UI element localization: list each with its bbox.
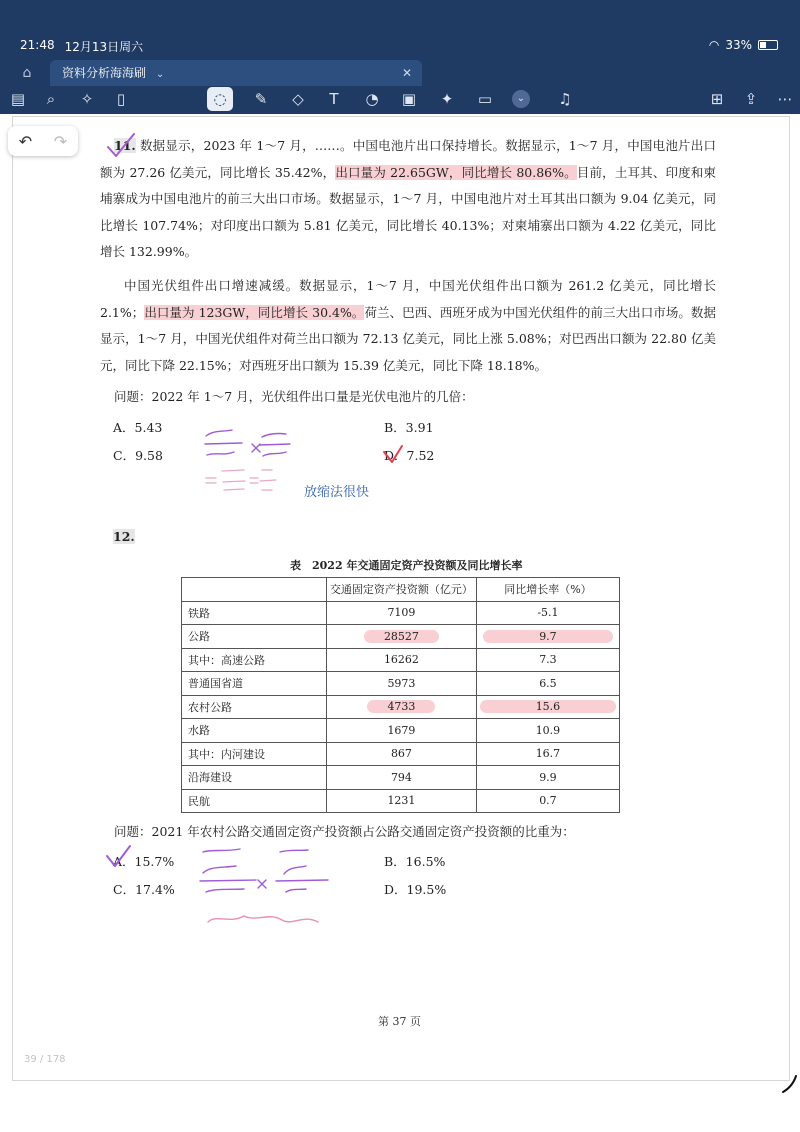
- undo-icon[interactable]: ↶: [18, 131, 33, 151]
- app-chrome: [0, 0, 800, 114]
- q11-number: 11.: [114, 138, 136, 153]
- header-growth: 同比增长率（%）: [476, 578, 619, 602]
- investment-table: [181, 577, 620, 813]
- status-indicators: [709, 38, 778, 52]
- row-value-cell: [327, 695, 477, 719]
- header-category: [182, 578, 327, 602]
- q11-p1-text-a: 数据显示，2023 年 1～7 月，……。中国电池片出口保持增长。数据显示，1～7 月，中国电池片出口额为 27.26 亿美元，同比增长 35.42%，: [100, 138, 716, 180]
- note-icon[interactable]: ▭: [477, 90, 493, 108]
- undo-redo: [8, 126, 78, 156]
- row-value: 16262: [327, 648, 477, 672]
- row-value: 1679: [327, 719, 477, 743]
- status-bar: [20, 38, 143, 55]
- status-time: 21:48: [20, 38, 55, 52]
- row-name: 普通国省道: [182, 672, 327, 696]
- q11-question: [100, 384, 716, 411]
- add-page-icon[interactable]: ⊞: [710, 90, 724, 108]
- table-row: [182, 719, 620, 743]
- row-value: 867: [327, 742, 477, 766]
- q11-p1-highlight: 出口量为 22.65GW，同比增长 80.86%。: [335, 164, 577, 180]
- q12-option-c[interactable]: C．17.4%: [113, 882, 175, 897]
- q11-paragraph-1: [100, 133, 716, 266]
- row-growth: 9.9: [476, 766, 619, 790]
- row-name: 水路: [182, 719, 327, 743]
- lasso-icon[interactable]: ◌: [207, 87, 233, 111]
- chevron-down-icon[interactable]: ⌄: [155, 69, 165, 80]
- document-tab[interactable]: [50, 60, 422, 86]
- microphone-icon[interactable]: ♫: [558, 90, 572, 108]
- q11-option-c[interactable]: C．9.58: [113, 448, 163, 463]
- image-icon[interactable]: ▣: [401, 90, 417, 108]
- redo-icon[interactable]: ↷: [53, 131, 68, 151]
- row-name: 铁路: [182, 601, 327, 625]
- document-tab-title: 资料分析海海刷: [62, 66, 147, 80]
- q11-option-b[interactable]: B．3.91: [384, 420, 434, 435]
- row-value: 1231: [327, 789, 477, 813]
- shapes-icon[interactable]: ◔: [365, 90, 379, 108]
- row-name: 其中：内河建设: [182, 742, 327, 766]
- row-growth: -5.1: [476, 601, 619, 625]
- row-name: 农村公路: [182, 695, 327, 719]
- toolbar: [0, 88, 800, 114]
- page-number: 第 37 页: [378, 1015, 421, 1028]
- table-row: [182, 625, 620, 649]
- table-row: [182, 742, 620, 766]
- q11-p1-text-b: 目前，土耳其、印度和柬埔寨成为中国电池片的前三大出口市场。数据显示，1～7 月，中国电池片对土耳其出口额为 9.04 亿美元，同比增长 107.74%；对印度出口额为 5.81 亿美元，同比增长 40.13%；对柬埔寨出口额为 4.22 亿美元，同比增长 132.99%。: [100, 164, 716, 259]
- q11-option-d[interactable]: D．7.52: [384, 448, 435, 463]
- ai-sparkle-icon[interactable]: ✧: [80, 90, 94, 108]
- row-name: 公路: [182, 625, 327, 649]
- row-growth: 15.6: [480, 700, 617, 713]
- q11-paragraph-2: [100, 273, 716, 379]
- q11-option-a[interactable]: A．5.43: [113, 420, 163, 435]
- q11-p2-highlight: 出口量为 123GW，同比增长 30.4%。: [144, 304, 365, 320]
- q11-p2-text-b: 荷兰、巴西、西班牙成为中国光伏组件的前三大出口市场。数据显示，1～7 月，中国光伏组件对荷兰出口额为 72.13 亿美元，同比上涨 5.08%；对巴西出口额为 22.80 亿美元，同比下降 22.15%；对西班牙出口额为 15.39 亿美元，同比下降 18.18%。: [100, 304, 716, 373]
- row-value: 4733: [367, 700, 435, 713]
- table-title: 表 2022 年交通固定资产投资额及同比增长率: [290, 559, 523, 572]
- share-icon[interactable]: ⇪: [744, 90, 758, 108]
- q12-question-text: 问题：2021 年农村公路交通固定资产投资额占公路交通固定资产投资额的比重为：: [114, 824, 575, 839]
- table-header-row: [182, 578, 620, 602]
- battery-icon: [758, 40, 778, 50]
- battery-percent: 33%: [725, 38, 752, 52]
- pen-icon[interactable]: ✎: [254, 90, 268, 108]
- q12-option-b[interactable]: B．16.5%: [384, 854, 446, 869]
- q12-question: [100, 819, 716, 846]
- q12-option-a[interactable]: A．15.7%: [113, 854, 175, 869]
- row-value-cell: [327, 625, 477, 649]
- eraser-icon[interactable]: ◇: [292, 90, 304, 108]
- row-growth: 9.7: [483, 630, 613, 643]
- handwritten-note: 放缩法很快: [304, 485, 370, 500]
- q12-option-d[interactable]: D．19.5%: [384, 882, 447, 897]
- row-name: 民航: [182, 789, 327, 813]
- row-value: 28527: [364, 630, 439, 643]
- home-icon[interactable]: ⌂: [22, 65, 32, 81]
- q11-p2-text-a: 中国光伏组件出口增速减缓。数据显示，1～7 月，中国光伏组件出口额为 261.2 亿美元，同比增长 2.1%；: [100, 278, 716, 320]
- status-date: 12月13日周六: [64, 40, 144, 54]
- tab-bar: [0, 60, 800, 86]
- wifi-icon: ◠: [708, 38, 720, 52]
- row-growth: 6.5: [476, 672, 619, 696]
- table-row: [182, 789, 620, 813]
- more-icon[interactable]: ⌄: [512, 90, 530, 108]
- table-row: [182, 601, 620, 625]
- row-name: 其中：高速公路: [182, 648, 327, 672]
- row-value: 7109: [327, 601, 477, 625]
- row-growth: 16.7: [476, 742, 619, 766]
- header-investment: 交通固定资产投资额（亿元）: [327, 578, 477, 602]
- row-name: 沿海建设: [182, 766, 327, 790]
- sidebar-icon[interactable]: ▤: [10, 90, 26, 108]
- row-growth: 7.3: [476, 648, 619, 672]
- table-row: [182, 766, 620, 790]
- row-growth-cell: [476, 625, 619, 649]
- page-counter: 39 / 178: [24, 1054, 66, 1065]
- row-growth: 0.7: [476, 789, 619, 813]
- row-value: 5973: [327, 672, 477, 696]
- more-options-icon[interactable]: ⋯: [777, 90, 793, 108]
- table-row: [182, 672, 620, 696]
- q11-question-text: 问题：2022 年 1～7 月，光伏组件出口量是光伏电池片的几倍：: [114, 389, 474, 404]
- row-value: 794: [327, 766, 477, 790]
- row-growth: 10.9: [476, 719, 619, 743]
- table-row: [182, 695, 620, 719]
- close-tab-icon[interactable]: ✕: [401, 66, 412, 80]
- bookmark-icon[interactable]: ▯: [116, 90, 126, 108]
- q12-number: 12.: [113, 529, 135, 544]
- table-row: [182, 648, 620, 672]
- row-growth-cell: [476, 695, 619, 719]
- search-icon[interactable]: ⌕: [46, 90, 56, 108]
- textbox-icon[interactable]: T: [329, 90, 339, 108]
- stickers-icon[interactable]: ✦: [440, 90, 454, 108]
